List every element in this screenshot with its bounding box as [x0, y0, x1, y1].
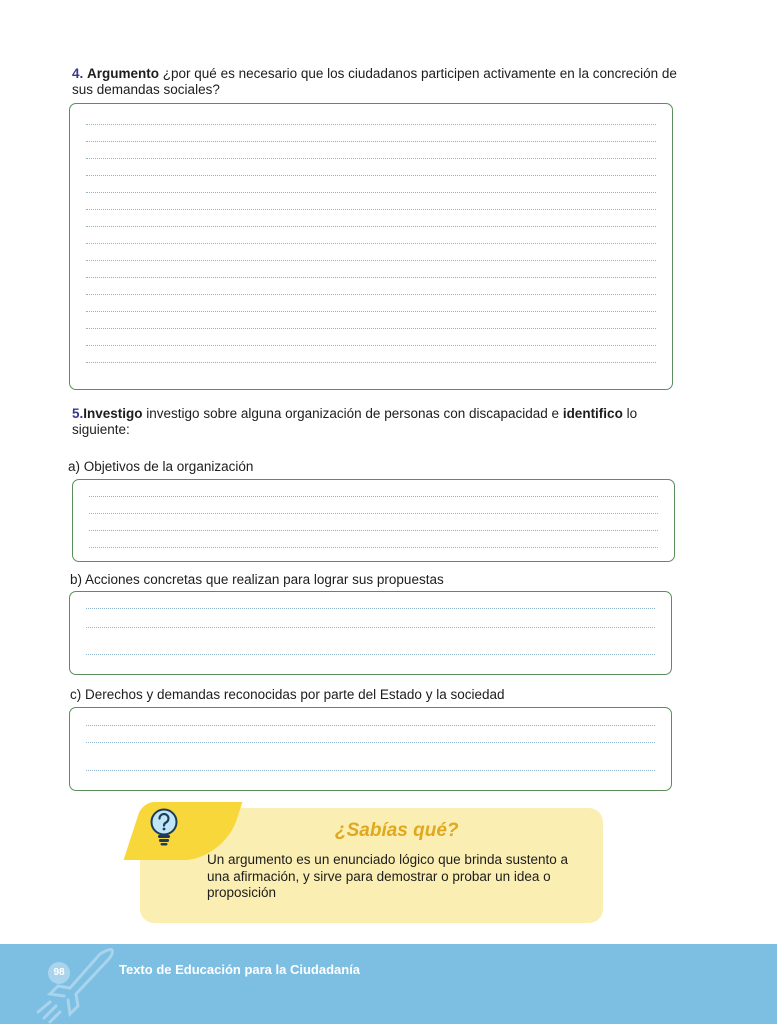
question-number: 5.	[72, 406, 84, 421]
writing-line	[86, 328, 656, 329]
writing-line	[86, 277, 656, 278]
writing-line	[89, 513, 658, 514]
answer-box-c[interactable]	[69, 707, 672, 791]
writing-line	[86, 175, 656, 176]
question-text: ¿por qué es necesario que los ciudadanos participen activamente en la concreción de sus demandas sociales?	[72, 66, 677, 97]
writing-line	[86, 260, 656, 261]
writing-line	[86, 192, 656, 193]
writing-line	[86, 158, 656, 159]
rocket-icon	[30, 944, 120, 1024]
page-footer	[0, 944, 777, 1024]
question-5	[72, 406, 692, 438]
writing-line	[86, 345, 656, 346]
writing-line	[86, 311, 656, 312]
answer-box-b[interactable]	[69, 591, 672, 675]
part-a-label: a) Objetivos de la organización	[68, 459, 254, 474]
question-bold-text: identifico	[562, 406, 623, 421]
question-label: Investigo	[83, 406, 143, 421]
question-label: Argumento	[87, 66, 160, 81]
lightbulb-question-icon	[148, 808, 180, 846]
did-you-know-title: ¿Sabías qué?	[335, 820, 459, 841]
writing-line	[86, 654, 655, 655]
writing-line	[89, 530, 658, 531]
writing-line	[86, 742, 655, 743]
writing-line	[86, 627, 655, 628]
question-number: 4.	[72, 66, 84, 81]
question-4	[72, 66, 692, 98]
writing-line	[86, 608, 655, 609]
writing-line	[86, 362, 656, 363]
page-number: 98	[48, 962, 70, 984]
answer-box-q4[interactable]	[69, 103, 673, 390]
writing-line	[86, 294, 656, 295]
writing-line	[86, 770, 655, 771]
writing-line	[89, 547, 658, 548]
writing-line	[86, 226, 656, 227]
question-text-end: lo siguiente:	[72, 406, 638, 437]
writing-line	[86, 141, 656, 142]
writing-line	[86, 124, 656, 125]
writing-line	[86, 243, 656, 244]
answer-box-a[interactable]	[72, 479, 675, 562]
did-you-know-text: Un argumento es un enunciado lógico que brinda sustento a una afirmación, y sirve para demostrar o probar un idea o proposición	[207, 852, 568, 900]
writing-line	[86, 725, 655, 726]
writing-line	[89, 496, 658, 497]
part-b-label: b) Acciones concretas que realizan para lograr sus propuestas	[70, 572, 444, 587]
footer-title: Texto de Educación para la Ciudadanía	[119, 962, 361, 977]
question-text: investigo sobre alguna organización de personas con discapacidad e	[142, 406, 563, 421]
writing-line	[86, 209, 656, 210]
part-c-label: c) Derechos y demandas reconocidas por parte del Estado y la sociedad	[70, 687, 505, 702]
